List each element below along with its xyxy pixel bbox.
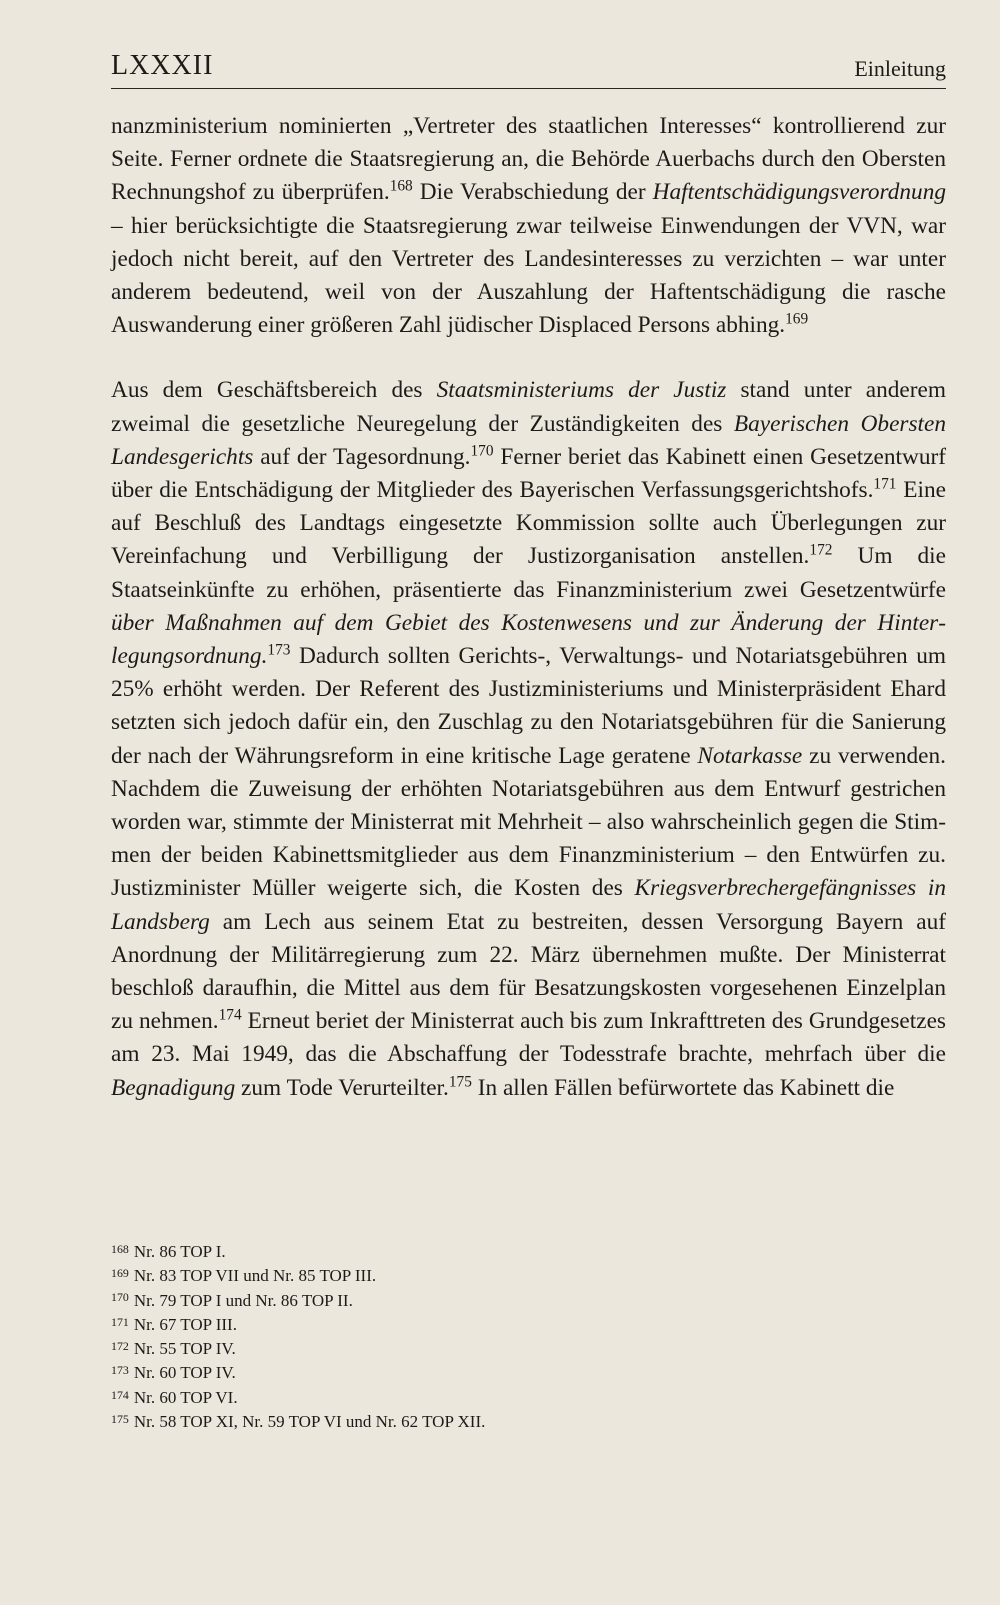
body-paragraph xyxy=(111,110,946,342)
footnote-number: 175 xyxy=(111,1411,129,1426)
footnote-text: Nr. 67 TOP III. xyxy=(133,1314,237,1334)
text-run: Die Verabschiedung der xyxy=(412,179,653,206)
footnote-number: 172 xyxy=(111,1339,129,1354)
body-text xyxy=(111,110,946,1105)
footnote-reference: 173 xyxy=(267,641,291,659)
footnote-reference: 169 xyxy=(785,310,809,328)
text-run: zum Tode Verurteilter. xyxy=(235,1074,449,1101)
footnote-text: Nr. 86 TOP I. xyxy=(133,1242,226,1261)
text-run: Eine auf Beschluß des Landtags eingesetzte Kommission sollte auch Überlegungen zur Vereinfachung und Verbilligung der Justizorganisation anstellen. xyxy=(111,477,946,570)
footnote xyxy=(111,1264,946,1288)
footnote-text: Nr. 79 TOP I und Nr. 86 TOP II. xyxy=(133,1290,353,1310)
italic-term: Bayerischen Obersten Landesgerichts xyxy=(111,410,947,470)
footnote-text: Nr. 58 TOP XI, Nr. 59 TOP VI und Nr. 62 TOP XII. xyxy=(133,1412,486,1432)
italic-term: Kriegsverbrechergefängnisses in Landsberg xyxy=(111,875,946,935)
footnote xyxy=(111,1289,946,1313)
text-run: zu verwenden. Nachdem die Zuweisung der erhöhten Notariatsgebühren aus dem Entwurf gestrichen worden war, stimmte der Ministerrat mit Mehrheit – also wahrscheinlich gegen die Stimmen der beiden Kabinettsmitglieder aus dem Finanzministerium – den Entwürfen zu. Justizminister Müller weigerte sich, die Kosten des xyxy=(111,742,946,902)
footnote-number: 169 xyxy=(111,1266,129,1281)
footnote-reference: 170 xyxy=(470,442,494,460)
italic-term: Staatsministeriums der Justiz xyxy=(436,377,727,404)
footnote-number: 170 xyxy=(111,1290,129,1305)
footnote-text: Nr. 60 TOP VI. xyxy=(133,1387,238,1407)
footnote-reference: 171 xyxy=(873,475,897,493)
italic-term: über Maßnahmen auf dem Gebiet des Kostenwesens und zur Änderung der Hinterlegungsordnung. xyxy=(111,609,946,670)
footnote xyxy=(111,1361,946,1385)
footnote-text: Nr. 83 TOP VII und Nr. 85 TOP III. xyxy=(133,1266,377,1286)
text-run: Erneut beriet der Ministerrat auch bis zum Inkrafttreten des Grundgesetzes am 23. Mai 1949, das die Abschaffung der Todesstrafe brachte, mehrfach über die xyxy=(111,1008,946,1068)
text-run: – hier berücksichtigte die Staatsregierung zwar teilweise Einwendungen der VVN, war jedoch nicht bereit, auf den Vertreter des Landesinteresses zu verzichten – war unter anderem bedeutend, weil von der Auszahlung der Haftentschädigung die rasche Auswanderung einer größeren Zahl jüdischer Displaced Persons abhing. xyxy=(111,212,946,339)
footnotes xyxy=(111,1240,946,1434)
running-head xyxy=(111,44,946,82)
footnote xyxy=(111,1313,946,1337)
text-run: Aus dem Geschäftsbereich des xyxy=(111,377,437,404)
footnote-number: 168 xyxy=(111,1241,129,1256)
footnote xyxy=(111,1386,946,1410)
italic-term: Haftentschädigungsverordnung xyxy=(652,179,946,206)
footnote-text: Nr. 55 TOP IV. xyxy=(133,1339,236,1359)
text-run: stand unter anderem zweimal die gesetzliche Neuregelung der Zuständigkeiten des xyxy=(111,377,946,437)
header-rule xyxy=(111,88,946,89)
footnote xyxy=(111,1240,946,1264)
section-title: Einleitung xyxy=(854,56,946,81)
text-run: In allen Fällen befürwortete das Kabinett die xyxy=(471,1074,895,1101)
text-run: Ferner beriet das Kabinett einen Gesetzentwurf über die Entschädigung der Mitglieder des Bayerischen Verfassungsgerichtshofs. xyxy=(111,443,946,504)
footnote-reference: 175 xyxy=(448,1073,472,1091)
text-run: nanzministerium nominierten „Vertreter des staatlichen Interesses“ kontrollierend zur Seite. Ferner ordnete die Staatsregierung an, die Behörde Auerbachs durch den Obersten Rechnungshof zu überprüfen. xyxy=(111,113,946,206)
footnote-reference: 168 xyxy=(389,177,413,195)
footnote-reference: 174 xyxy=(218,1006,242,1024)
footnote-reference: 172 xyxy=(809,541,833,559)
text-run: am Lech aus seinem Etat zu bestreiten, dessen Versorgung Bayern auf Anordnung der Militärregierung zum 22. März übernehmen mußte. Der Ministerrat beschloß daraufhin, die Mittel aus dem für Besatzungskosten vorgesehenen Einzelplan zu nehmen. xyxy=(111,908,946,1035)
footnote xyxy=(111,1410,946,1434)
footnote-number: 171 xyxy=(111,1314,129,1329)
footnote-number: 174 xyxy=(111,1387,129,1402)
body-paragraph xyxy=(111,374,946,1104)
text-run: auf der Tagesordnung. xyxy=(253,443,471,470)
italic-term: Notarkasse xyxy=(697,742,803,769)
footnote-number: 173 xyxy=(111,1363,129,1378)
page-number: LXXXII xyxy=(111,50,214,81)
text-run: Um die Staatseinkünfte zu erhöhen, präsentierte das Finanzministerium zwei Gesetzentwürfe xyxy=(111,543,946,603)
footnote-text: Nr. 60 TOP IV. xyxy=(133,1363,236,1383)
text-run: Dadurch sollten Gerichts-, Verwaltungs- und Notariatsgebühren um 25% erhöht werden. Der Referent des Justizministeriums und Ministerpräsident Ehard setzten sich jedoch dafür ein, den Zuschlag zu den Notariatsgebühren für die Sanierung der nach der Währungsreform in eine kritische Lage geratene xyxy=(111,643,946,769)
footnote xyxy=(111,1337,946,1361)
italic-term: Begnadigung xyxy=(111,1074,236,1101)
